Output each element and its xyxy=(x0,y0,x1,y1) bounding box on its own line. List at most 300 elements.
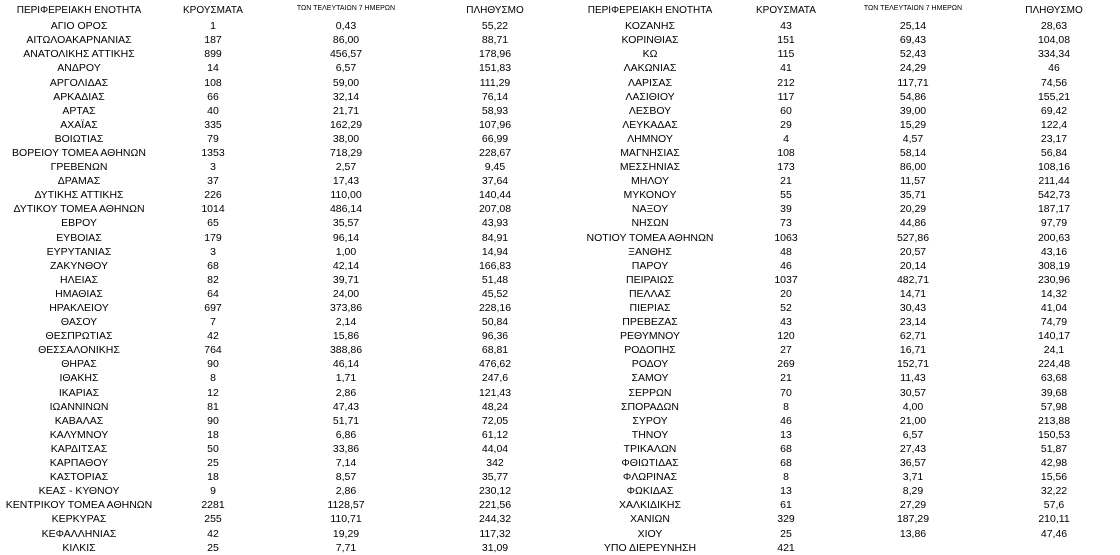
cases-cell: 41 xyxy=(780,62,792,75)
cases-cell: 3 xyxy=(210,161,216,174)
region-cell: ΚΙΛΚΙΣ xyxy=(62,541,96,554)
region-cell: ΧΙΟΥ xyxy=(637,527,663,540)
population-cell: 63,68 xyxy=(1040,372,1068,385)
last7-cell: 6,86 xyxy=(335,428,357,441)
left-table-body xyxy=(0,19,566,555)
cases-cell: 8 xyxy=(210,372,216,385)
cases-cell: 255 xyxy=(204,513,222,526)
table-row xyxy=(0,498,566,512)
cases-cell: 60 xyxy=(780,104,792,117)
region-cell: ΠΡΕΒΕΖΑΣ xyxy=(622,316,678,329)
region-cell: ΛΗΜΝΟΥ xyxy=(627,132,673,145)
last7-cell: 42,14 xyxy=(332,259,360,272)
table-row xyxy=(566,498,1120,512)
population-cell: 69,42 xyxy=(1040,104,1068,117)
population-cell: 28,63 xyxy=(1040,20,1068,33)
cases-cell: 697 xyxy=(204,302,222,315)
region-cell: ΤΡΙΚΑΛΩΝ xyxy=(623,442,677,455)
region-cell: ΑΡΤΑΣ xyxy=(62,104,96,117)
table-row xyxy=(0,61,566,75)
table-row xyxy=(0,456,566,470)
table-row xyxy=(566,371,1120,385)
region-cell: ΛΕΥΚΑΔΑΣ xyxy=(622,118,678,131)
last7-cell: 1,00 xyxy=(335,245,357,258)
table-row xyxy=(0,104,566,118)
table-row xyxy=(566,160,1120,174)
population-cell: 542,73 xyxy=(1037,189,1071,202)
last7-cell: 187,29 xyxy=(896,513,930,526)
table-row xyxy=(566,118,1120,132)
population-cell: 45,52 xyxy=(481,287,509,300)
region-cell: ΜΑΓΝΗΣΙΑΣ xyxy=(620,146,680,159)
region-cell: ΝΑΞΟΥ xyxy=(631,203,669,216)
cases-cell: 39 xyxy=(780,203,792,216)
last7-cell: 86,00 xyxy=(899,161,927,174)
table-row xyxy=(0,231,566,245)
cases-cell: 329 xyxy=(777,513,795,526)
region-cell: ΤΗΝΟΥ xyxy=(631,428,669,441)
last7-cell: 11,57 xyxy=(900,175,926,188)
table-row xyxy=(0,357,566,371)
cases-cell: 90 xyxy=(207,414,219,427)
last7-cell: 11,43 xyxy=(900,372,926,385)
region-cell: ΚΑΡΠΑΘΟΥ xyxy=(49,457,109,470)
table-row xyxy=(0,414,566,428)
region-cell: ΕΒΡΟΥ xyxy=(61,217,97,230)
cases-cell: 269 xyxy=(777,358,795,371)
cases-cell: 90 xyxy=(207,358,219,371)
last7-cell: 456,57 xyxy=(329,48,363,61)
table-row xyxy=(0,287,566,301)
last7-cell: 8,57 xyxy=(335,471,357,484)
region-cell: ΑΙΤΩΛΟΑΚΑΡΝΑΝΙΑΣ xyxy=(26,34,132,47)
table-row xyxy=(0,146,566,160)
table-row xyxy=(0,343,566,357)
cases-cell: 81 xyxy=(207,400,219,413)
table-row xyxy=(0,301,566,315)
table-row xyxy=(566,90,1120,104)
cases-cell: 68 xyxy=(207,259,219,272)
region-cell: ΡΟΔΟΥ xyxy=(631,358,669,371)
cases-cell: 64 xyxy=(207,287,219,300)
last7-cell: 27,29 xyxy=(899,499,927,512)
cases-cell: 20 xyxy=(780,287,792,300)
last7-cell: 4,00 xyxy=(902,400,924,413)
cases-cell: 764 xyxy=(204,344,222,357)
table-row xyxy=(566,216,1120,230)
population-cell: 108,16 xyxy=(1037,161,1071,174)
region-cell: ΚΕΑΣ - ΚΥΘΝΟΥ xyxy=(38,485,120,498)
table-row xyxy=(0,132,566,146)
table-row xyxy=(566,400,1120,414)
region-cell: ΜΗΛΟΥ xyxy=(631,175,669,188)
table-row xyxy=(566,357,1120,371)
population-cell: 187,17 xyxy=(1037,203,1071,216)
population-cell: 57,98 xyxy=(1040,400,1068,413)
table-row xyxy=(0,118,566,132)
region-cell: ΚΕΡΚΥΡΑΣ xyxy=(51,513,107,526)
region-cell: ΕΥΒΟΙΑΣ xyxy=(56,231,102,244)
table-row xyxy=(0,512,566,526)
table-row xyxy=(0,273,566,287)
region-cell: ΗΜΑΘΙΑΣ xyxy=(55,287,103,300)
population-cell: 48,24 xyxy=(481,400,509,413)
last7-cell: 13,86 xyxy=(899,527,927,540)
region-cell: ΦΩΚΙΔΑΣ xyxy=(626,485,674,498)
region-cell: ΚΩ xyxy=(642,48,658,61)
cases-cell: 40 xyxy=(207,104,219,117)
population-cell: 140,17 xyxy=(1037,330,1071,343)
cases-cell: 25 xyxy=(780,527,792,540)
last7-cell: 19,29 xyxy=(332,527,360,540)
table-row xyxy=(0,470,566,484)
cases-cell: 4 xyxy=(783,132,789,145)
last7-cell: 0,43 xyxy=(335,20,357,33)
last7-cell: 2,57 xyxy=(335,161,357,174)
last7-cell: 14,71 xyxy=(899,287,927,300)
table-row xyxy=(566,512,1120,526)
table-row xyxy=(0,442,566,456)
cases-cell: 173 xyxy=(777,161,795,174)
cases-cell: 21 xyxy=(780,175,792,188)
table-row xyxy=(566,484,1120,498)
cases-cell: 2281 xyxy=(201,499,225,512)
region-cell: ΚΕΝΤΡΙΚΟΥ ΤΟΜΕΑ ΑΘΗΝΩΝ xyxy=(5,499,153,512)
population-cell: 247,6 xyxy=(481,372,509,385)
last7-cell: 30,57 xyxy=(899,386,927,399)
cases-cell: 52 xyxy=(780,302,792,315)
last7-cell: 1128,57 xyxy=(327,499,365,512)
region-cell: ΦΛΩΡΙΝΑΣ xyxy=(622,471,678,484)
region-cell: ΔΥΤΙΚΗΣ ΑΤΤΙΚΗΣ xyxy=(34,189,124,202)
cases-cell: 46 xyxy=(780,414,792,427)
table-row xyxy=(566,273,1120,287)
population-cell: 50,84 xyxy=(481,316,509,329)
cases-cell: 115 xyxy=(777,48,795,61)
population-cell: 46 xyxy=(1048,62,1060,75)
header-cases: ΚΡΟΥΣΜΑΤΑ xyxy=(756,4,816,16)
last7-cell: 110,71 xyxy=(330,513,362,526)
table-row xyxy=(566,188,1120,202)
region-cell: ΗΛΕΙΑΣ xyxy=(59,273,98,286)
header-last7: ΤΩΝ ΤΕΛΕΥΤΑΙΩΝ 7 ΗΜΕΡΩΝ xyxy=(863,5,963,12)
region-cell: ΣΥΡΟΥ xyxy=(632,414,668,427)
population-cell: 211,44 xyxy=(1038,175,1070,188)
table-row xyxy=(566,146,1120,160)
table-row xyxy=(566,104,1120,118)
region-cell: ΣΠΟΡΑΔΩΝ xyxy=(621,400,679,413)
last7-cell: 110,00 xyxy=(330,189,362,202)
left-table xyxy=(0,2,566,555)
population-cell: 41,04 xyxy=(1040,302,1068,315)
header-population: ΠΛΗΘΥΣΜΟ xyxy=(1025,4,1083,16)
cases-cell: 66 xyxy=(207,90,219,103)
cases-cell: 1353 xyxy=(201,146,225,159)
last7-cell: 24,29 xyxy=(899,62,927,75)
cases-cell: 7 xyxy=(210,316,216,329)
region-cell: ΡΕΘΥΜΝΟΥ xyxy=(619,330,680,343)
cases-cell: 37 xyxy=(207,175,219,188)
cases-cell: 46 xyxy=(780,259,792,272)
population-cell: 150,53 xyxy=(1037,428,1071,441)
table-row xyxy=(566,245,1120,259)
table-row xyxy=(566,47,1120,61)
table-row xyxy=(566,61,1120,75)
last7-cell: 36,57 xyxy=(899,457,927,470)
region-cell: ΧΑΛΚΙΔΙΚΗΣ xyxy=(619,499,681,512)
table-row xyxy=(566,202,1120,216)
table-row xyxy=(0,47,566,61)
table-row xyxy=(566,174,1120,188)
cases-cell: 421 xyxy=(777,541,795,554)
cases-cell: 13 xyxy=(780,428,792,441)
population-cell: 39,68 xyxy=(1040,386,1068,399)
table-row xyxy=(566,456,1120,470)
cases-cell: 179 xyxy=(204,231,222,244)
population-cell: 334,34 xyxy=(1037,48,1071,61)
cases-cell: 48 xyxy=(780,245,792,258)
cases-cell: 55 xyxy=(780,189,792,202)
last7-cell: 20,14 xyxy=(899,259,927,272)
population-cell: 23,17 xyxy=(1040,132,1068,145)
right-table xyxy=(566,2,1120,555)
population-cell: 122,4 xyxy=(1040,118,1068,131)
population-cell: 230,96 xyxy=(1037,273,1071,286)
table-row xyxy=(0,400,566,414)
cases-cell: 18 xyxy=(207,471,219,484)
cases-cell: 43 xyxy=(780,316,792,329)
last7-cell: 2,86 xyxy=(335,386,357,399)
header-row xyxy=(0,2,566,19)
region-cell: ΛΑΡΙΣΑΣ xyxy=(628,76,672,89)
last7-cell: 7,71 xyxy=(335,541,357,554)
header-region: ΠΕΡΙΦΕΡΕΙΑΚΗ ΕΝΟΤΗΤΑ xyxy=(16,4,142,16)
population-cell: 74,79 xyxy=(1040,316,1068,329)
region-cell: ΥΠΟ ΔΙΕΡΕΥΝΗΣΗ xyxy=(603,541,697,554)
population-cell: 107,96 xyxy=(478,118,512,131)
table-row xyxy=(0,33,566,47)
cases-cell: 212 xyxy=(777,76,795,89)
population-cell: 155,21 xyxy=(1037,90,1071,103)
cases-cell: 226 xyxy=(204,189,222,202)
table-row xyxy=(0,90,566,104)
last7-cell: 62,71 xyxy=(899,330,927,343)
table-row xyxy=(566,132,1120,146)
table-row xyxy=(566,19,1120,33)
region-cell: ΙΘΑΚΗΣ xyxy=(59,372,99,385)
last7-cell: 15,86 xyxy=(332,330,360,343)
region-cell: ΚΑΛΥΜΝΟΥ xyxy=(49,428,109,441)
table-row xyxy=(566,414,1120,428)
table-row xyxy=(566,75,1120,89)
table-row xyxy=(0,202,566,216)
region-cell: ΠΑΡΟΥ xyxy=(631,259,669,272)
region-cell: ΘΕΣΣΑΛΟΝΙΚΗΣ xyxy=(38,344,120,357)
population-cell: 32,22 xyxy=(1040,485,1068,498)
last7-cell: 718,29 xyxy=(329,146,363,159)
table-row xyxy=(566,231,1120,245)
cases-cell: 187 xyxy=(204,34,222,47)
cases-cell: 73 xyxy=(780,217,792,230)
last7-cell: 69,43 xyxy=(899,34,927,47)
cases-cell: 12 xyxy=(207,386,219,399)
table-row xyxy=(0,75,566,89)
population-cell: 178,96 xyxy=(478,48,512,61)
population-cell: 228,67 xyxy=(478,146,512,159)
cases-cell: 335 xyxy=(204,118,222,131)
region-cell: ΝΟΤΙΟΥ ΤΟΜΕΑ ΑΘΗΝΩΝ xyxy=(586,231,714,244)
cases-cell: 13 xyxy=(780,485,792,498)
region-cell: ΠΕΛΛΑΣ xyxy=(628,287,672,300)
cases-cell: 1 xyxy=(210,20,216,33)
population-cell: 200,63 xyxy=(1037,231,1071,244)
last7-cell: 20,29 xyxy=(899,203,927,216)
population-cell: 43,93 xyxy=(481,217,509,230)
region-cell: ΚΟΖΑΝΗΣ xyxy=(625,20,675,33)
population-cell: 43,16 xyxy=(1040,245,1068,258)
region-cell: ΧΑΝΙΩΝ xyxy=(630,513,670,526)
region-cell: ΞΑΝΘΗΣ xyxy=(628,245,672,258)
region-cell: ΡΟΔΟΠΗΣ xyxy=(624,344,676,357)
region-cell: ΣΕΡΡΩΝ xyxy=(628,386,672,399)
header-row xyxy=(566,2,1120,19)
last7-cell: 46,14 xyxy=(332,358,360,371)
cases-cell: 42 xyxy=(207,330,219,343)
cases-cell: 1014 xyxy=(201,203,225,216)
cases-cell: 108 xyxy=(204,76,222,89)
last7-cell: 21,00 xyxy=(899,414,927,427)
last7-cell: 39,00 xyxy=(899,104,927,117)
cases-cell: 68 xyxy=(780,457,792,470)
region-cell: ΚΟΡΙΝΘΙΑΣ xyxy=(621,34,679,47)
region-cell: ΙΚΑΡΙΑΣ xyxy=(58,386,100,399)
region-cell: ΝΗΣΩΝ xyxy=(631,217,669,230)
region-cell: ΑΓΙΟ ΟΡΟΣ xyxy=(50,20,108,33)
last7-cell: 20,57 xyxy=(899,245,927,258)
last7-cell: 6,57 xyxy=(902,428,924,441)
cases-cell: 25 xyxy=(207,457,219,470)
last7-cell: 15,29 xyxy=(899,118,927,131)
population-cell: 96,36 xyxy=(481,330,509,343)
region-cell: ΛΑΣΙΘΙΟΥ xyxy=(625,90,675,103)
last7-cell: 162,29 xyxy=(329,118,363,131)
table-row xyxy=(566,287,1120,301)
last7-cell: 27,43 xyxy=(899,442,927,455)
population-cell: 121,43 xyxy=(478,386,512,399)
last7-cell: 373,86 xyxy=(329,302,363,315)
last7-cell: 38,00 xyxy=(332,132,360,145)
cases-cell: 61 xyxy=(780,499,792,512)
last7-cell: 35,57 xyxy=(332,217,360,230)
region-cell: ΜΥΚΟΝΟΥ xyxy=(623,189,677,202)
region-cell: ΛΑΚΩΝΙΑΣ xyxy=(623,62,677,75)
cases-cell: 120 xyxy=(777,330,795,343)
cases-cell: 27 xyxy=(780,344,792,357)
table-row xyxy=(0,160,566,174)
table-row xyxy=(0,245,566,259)
last7-cell: 6,57 xyxy=(335,62,357,75)
population-cell: 58,93 xyxy=(481,104,509,117)
last7-cell: 8,29 xyxy=(902,485,924,498)
cases-cell: 151 xyxy=(777,34,795,47)
region-cell: ΚΑΣΤΟΡΙΑΣ xyxy=(49,471,109,484)
population-cell: 74,56 xyxy=(1040,76,1068,89)
table-row xyxy=(0,216,566,230)
population-cell: 37,64 xyxy=(481,175,509,188)
region-cell: ΚΑΡΔΙΤΣΑΣ xyxy=(50,442,108,455)
cases-cell: 3 xyxy=(210,245,216,258)
population-cell: 140,44 xyxy=(478,189,512,202)
last7-cell: 24,00 xyxy=(332,287,360,300)
region-cell: ΙΩΑΝΝΙΝΩΝ xyxy=(49,400,109,413)
region-cell: ΑΧΑΪΑΣ xyxy=(60,118,98,131)
cases-cell: 1037 xyxy=(774,273,798,286)
region-cell: ΘΑΣΟΥ xyxy=(60,316,98,329)
region-cell: ΕΥΡΥΤΑΝΙΑΣ xyxy=(46,245,112,258)
population-cell: 35,77 xyxy=(481,471,509,484)
population-cell: 104,08 xyxy=(1037,34,1071,47)
last7-cell: 21,71 xyxy=(332,104,360,117)
population-cell: 14,32 xyxy=(1040,287,1068,300)
population-cell: 68,81 xyxy=(481,344,509,357)
table-row xyxy=(0,315,566,329)
table-row xyxy=(0,484,566,498)
cases-cell: 117 xyxy=(777,90,795,103)
region-cell: ΑΡΚΑΔΙΑΣ xyxy=(53,90,105,103)
population-cell: 342 xyxy=(486,457,504,470)
table-row xyxy=(566,343,1120,357)
cases-cell: 70 xyxy=(780,386,792,399)
table-row xyxy=(0,526,566,540)
table-row xyxy=(566,315,1120,329)
header-cases: ΚΡΟΥΣΜΑΤΑ xyxy=(183,4,243,16)
population-cell: 76,14 xyxy=(481,90,509,103)
region-cell: ΒΟΙΩΤΙΑΣ xyxy=(54,132,104,145)
population-cell: 224,48 xyxy=(1037,358,1071,371)
table-row xyxy=(0,259,566,273)
region-cell: ΖΑΚΥΝΘΟΥ xyxy=(49,259,108,272)
region-cell: ΜΕΣΣΗΝΙΑΣ xyxy=(619,161,681,174)
last7-cell: 527,86 xyxy=(896,231,930,244)
region-cell: ΗΡΑΚΛΕΙΟΥ xyxy=(49,302,109,315)
table-row xyxy=(566,33,1120,47)
region-cell: ΦΘΙΩΤΙΔΑΣ xyxy=(621,457,679,470)
population-cell: 111,29 xyxy=(479,76,511,89)
table-row xyxy=(566,386,1120,400)
table-row xyxy=(566,470,1120,484)
population-cell: 230,12 xyxy=(478,485,512,498)
cases-cell: 68 xyxy=(780,442,792,455)
cases-cell: 42 xyxy=(207,527,219,540)
table-row xyxy=(566,301,1120,315)
last7-cell: 117,71 xyxy=(897,76,929,89)
region-cell: ΚΕΦΑΛΛΗΝΙΑΣ xyxy=(41,527,117,540)
region-cell: ΛΕΣΒΟΥ xyxy=(628,104,672,117)
last7-cell: 23,14 xyxy=(899,316,927,329)
header-last7: ΤΩΝ ΤΕΛΕΥΤΑΙΩΝ 7 ΗΜΕΡΩΝ xyxy=(296,5,396,12)
population-cell: 166,83 xyxy=(478,259,512,272)
right-table-body xyxy=(566,19,1120,555)
population-cell: 244,32 xyxy=(478,513,512,526)
cases-cell: 1063 xyxy=(774,231,798,244)
last7-cell: 44,86 xyxy=(899,217,927,230)
last7-cell: 58,14 xyxy=(899,146,927,159)
population-cell: 151,83 xyxy=(478,62,512,75)
population-cell: 207,08 xyxy=(478,203,512,216)
population-cell: 97,79 xyxy=(1040,217,1068,230)
region-cell: ΠΙΕΡΙΑΣ xyxy=(629,302,671,315)
population-cell: 9,45 xyxy=(484,161,506,174)
